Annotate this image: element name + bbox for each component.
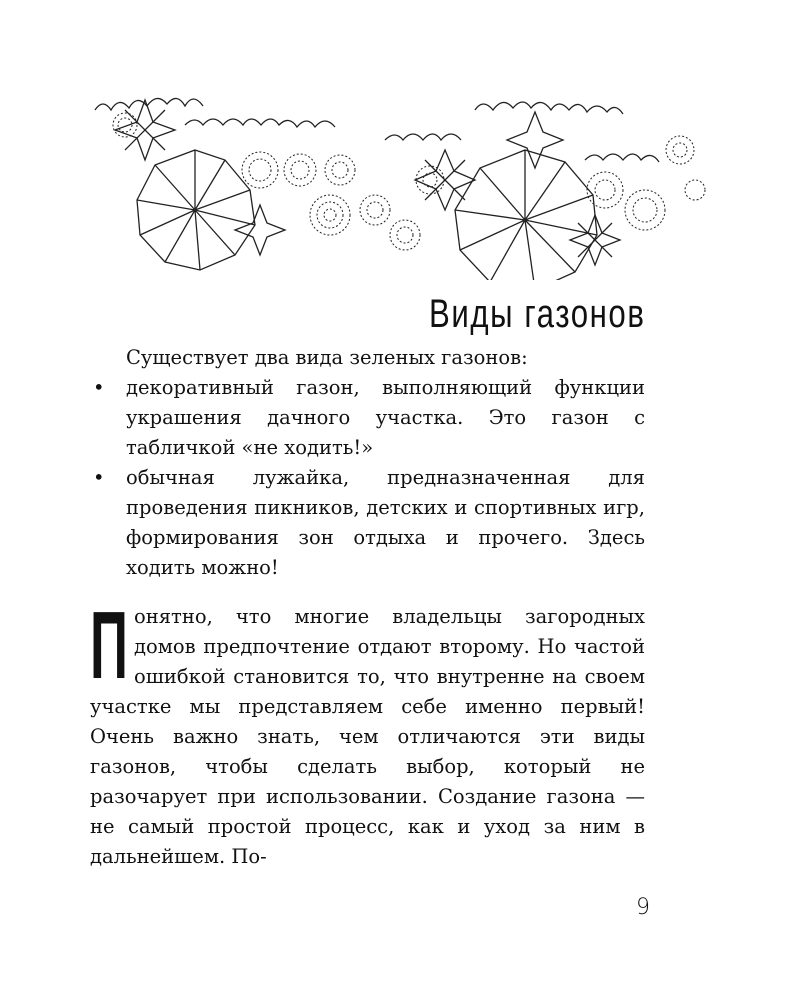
bullet-icon: • [93,466,105,489]
list-item [90,373,645,463]
drop-cap: П [90,592,128,699]
list-item-text: обычная лужайка, предназначенная для проведения пикников, детских и спортивных игр, формирования зон отдыха и прочего. Здесь ходить можно! [126,466,645,579]
list-item-text: декоративный газон, выполняющий функции украшения дачного участка. Это газон с табличкой «не ходить!» [126,376,645,459]
intro-sentence: Существует два вида зеленых газонов: [126,346,528,369]
body-paragraph [90,592,645,872]
bullet-icon: • [93,376,105,399]
garden-plan-illustration [85,70,715,280]
section-heading: Виды газонов [428,292,645,336]
page-number: 9 [636,895,650,920]
paragraph-text: онятно, что многие владельцы загородных домов предпочтение отдают второму. Но частой ошибкой становится то, что внутренне на своем участке мы представляем себе именно первый! Очень важно знать, чем отличаются эти виды газонов, чтобы сделать выбор, который не разочарует при использовании. Создание газона — не самый простой процесс, как и уход за ним в дальнейшем. По- [90,605,645,868]
list-item [90,463,645,583]
intro-block [90,343,645,583]
lawn-types-list [90,373,645,583]
